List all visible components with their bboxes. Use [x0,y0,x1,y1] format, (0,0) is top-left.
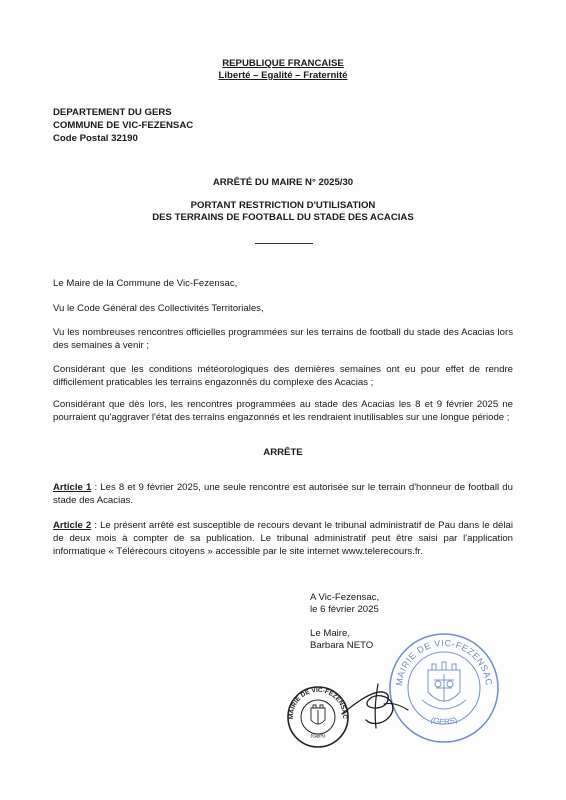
republic-motto: Liberté – Egalité – Fraternité [218,70,348,81]
postal-code-line: Code Postal 32190 [53,133,138,144]
preamble-consequence: Considérant que dès lors, les rencontres programmées au stade des Acacias les 8 et 9 février 2025 ne pourraient qu'aggraver l'état des terrains engazonnés et les rendraient inutilisables sur une longue période ; [53,399,513,423]
decree-number: ARRÊTÉ DU MAIRE N° 2025/30 [212,177,354,188]
preamble-meetings: Vu les nombreuses rencontres officielles programmées sur les terrains de football du stade des Acacias lors des semaines à venir ; [53,327,513,351]
svg-text:(Gers): (Gers) [309,732,327,740]
arrete-heading: ARRÊTE [263,447,303,458]
issuer-block [53,106,513,145]
svg-text:MAIRIE DE VIC-FEZENSAC: MAIRIE DE VIC-FEZENSAC [287,686,349,720]
svg-text:(GERS): (GERS) [429,715,459,727]
title-separator [255,243,313,244]
signature-title: Le Maire, [310,628,350,639]
article-2-text: : Le présent arrêté est susceptible de recours devant le tribunal administratif de Pau dans le délai de deux mois à compter de sa publication. Le tribunal administratif peut être saisi par l'application informatique « Télérecours citoyens » accessible par le site internet www.telerecours.fr. [53,520,513,557]
mayor-signature [338,676,412,734]
preamble-weather: Considérant que les conditions météorologiques des dernières semaines ont eu pour effet de rendre difficilement praticables les terrains engazonnés du complexe des Acacias ; [53,364,513,388]
preamble-code: Vu le Code Général des Collectivités Territoriales, [53,303,264,314]
signature-place: A Vic-Fezensac, [310,592,380,603]
preamble-mayor: Le Maire de la Commune de Vic-Fezensac, [53,278,238,289]
signature-date: le 6 février 2025 [310,604,379,615]
article-2-label: Article 2 [53,520,92,531]
commune-line: COMMUNE DE VIC-FEZENSAC [53,120,194,131]
decree-subject-line1: PORTANT RESTRICTION D'UTILISATION [190,200,376,211]
signature-name: Barbara NETO [310,640,374,651]
svg-text:MAIRIE DE VIC-FEZENSAC: MAIRIE DE VIC-FEZENSAC [393,637,495,687]
article-2 [53,519,513,558]
article-1-text: : Les 8 et 9 février 2025, une seule rencontre est autorisée sur le terrain d'honneur de football du stade des Acacias. [53,482,513,506]
department-line: DEPARTEMENT DU GERS [53,107,172,118]
republic-heading: REPUBLIQUE FRANCAISE [222,58,344,69]
article-1 [53,481,513,507]
article-1-label: Article 1 [53,482,92,493]
decree-subject-line2: DES TERRAINS DE FOOTBALL DU STADE DES ACACIAS [152,212,414,223]
